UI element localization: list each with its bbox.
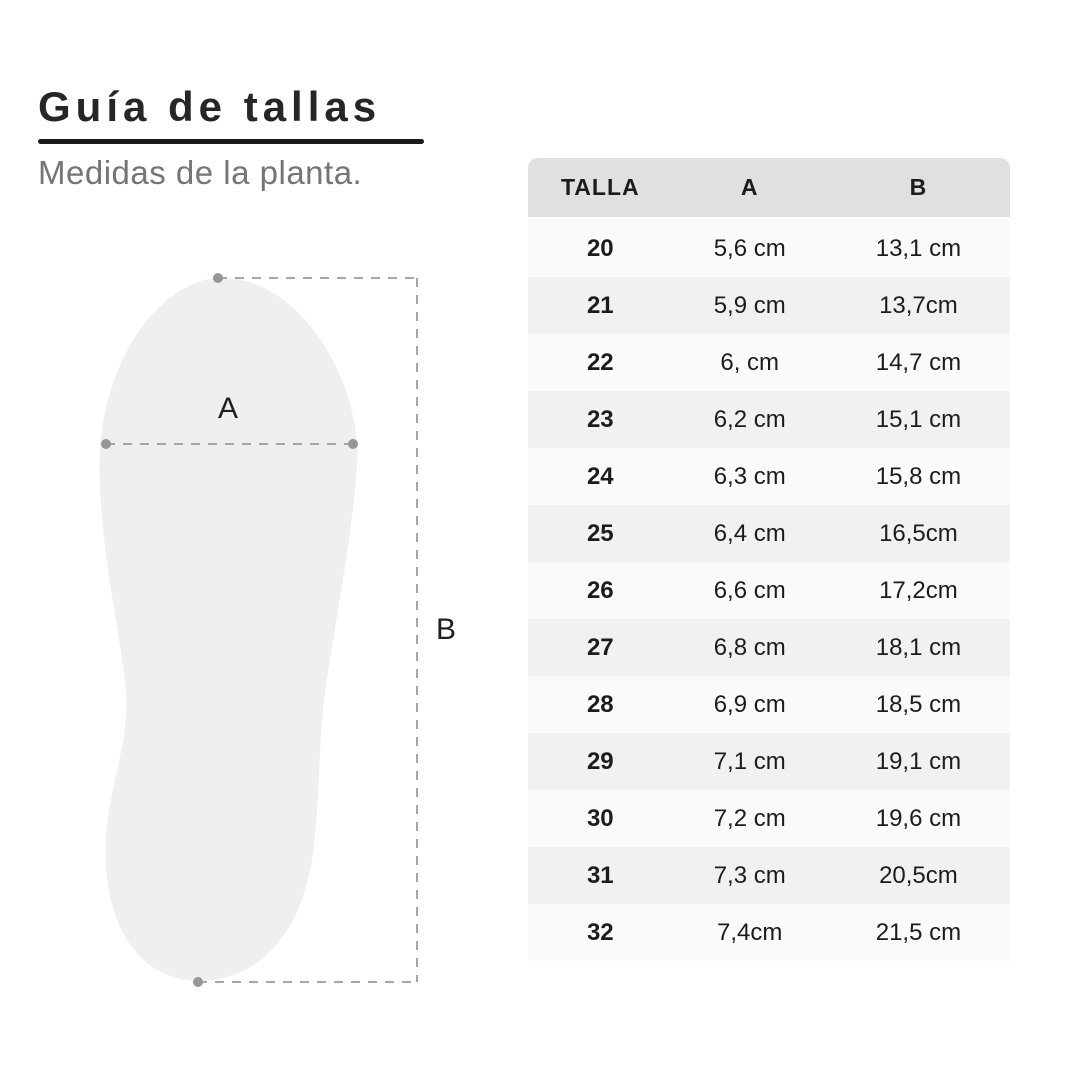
cell-measure-b: 17,2cm	[827, 562, 1010, 619]
table-row	[528, 562, 1010, 619]
cell-measure-b: 13,1 cm	[827, 220, 1010, 277]
cell-measure-a: 7,1 cm	[673, 733, 827, 790]
table-row	[528, 847, 1010, 904]
cell-measure-a: 6,3 cm	[673, 448, 827, 505]
title-underline	[38, 139, 424, 144]
cell-talla: 24	[528, 448, 673, 505]
width-dimension-label: A	[217, 392, 238, 425]
cell-measure-b: 14,7 cm	[827, 334, 1010, 391]
size-table-body	[528, 220, 1010, 961]
table-row	[528, 448, 1010, 505]
cell-measure-a: 7,3 cm	[673, 847, 827, 904]
table-row	[528, 391, 1010, 448]
cell-measure-b: 19,6 cm	[827, 790, 1010, 847]
page-title: Guía de tallas	[38, 83, 382, 130]
cell-measure-a: 7,2 cm	[673, 790, 827, 847]
column-header-talla: TALLA	[528, 158, 673, 220]
foot-sole-shape	[100, 278, 358, 981]
table-row	[528, 676, 1010, 733]
cell-measure-a: 6,2 cm	[673, 391, 827, 448]
table-row	[528, 733, 1010, 790]
cell-measure-b: 21,5 cm	[827, 904, 1010, 961]
cell-measure-b: 18,5 cm	[827, 676, 1010, 733]
page-subtitle: Medidas de la planta.	[38, 154, 363, 192]
cell-measure-b: 20,5cm	[827, 847, 1010, 904]
cell-talla: 32	[528, 904, 673, 961]
heading-block	[38, 84, 498, 192]
cell-measure-b: 15,1 cm	[827, 391, 1010, 448]
cell-talla: 28	[528, 676, 673, 733]
footprint-diagram	[50, 250, 480, 1020]
column-header-a: A	[673, 158, 827, 220]
table-row	[528, 277, 1010, 334]
table-row	[528, 619, 1010, 676]
anchor-dot-width-right	[348, 439, 358, 449]
cell-talla: 20	[528, 220, 673, 277]
size-table-container	[528, 158, 1010, 961]
anchor-dot-width-left	[101, 439, 111, 449]
cell-measure-a: 6, cm	[673, 334, 827, 391]
table-row	[528, 790, 1010, 847]
cell-talla: 23	[528, 391, 673, 448]
cell-talla: 22	[528, 334, 673, 391]
cell-measure-a: 6,4 cm	[673, 505, 827, 562]
cell-measure-b: 13,7cm	[827, 277, 1010, 334]
anchor-dot-toe	[213, 273, 223, 283]
cell-measure-b: 16,5cm	[827, 505, 1010, 562]
cell-measure-a: 6,9 cm	[673, 676, 827, 733]
cell-measure-b: 19,1 cm	[827, 733, 1010, 790]
cell-talla: 31	[528, 847, 673, 904]
anchor-dot-heel	[193, 977, 203, 987]
cell-measure-b: 15,8 cm	[827, 448, 1010, 505]
cell-talla: 25	[528, 505, 673, 562]
cell-talla: 30	[528, 790, 673, 847]
size-table	[528, 158, 1010, 961]
cell-talla: 26	[528, 562, 673, 619]
cell-measure-a: 5,9 cm	[673, 277, 827, 334]
cell-measure-a: 6,8 cm	[673, 619, 827, 676]
cell-measure-b: 18,1 cm	[827, 619, 1010, 676]
length-dimension-label: B	[435, 613, 456, 646]
cell-talla: 21	[528, 277, 673, 334]
table-row	[528, 904, 1010, 961]
cell-measure-a: 6,6 cm	[673, 562, 827, 619]
cell-talla: 27	[528, 619, 673, 676]
cell-measure-a: 7,4cm	[673, 904, 827, 961]
cell-measure-a: 5,6 cm	[673, 220, 827, 277]
table-row	[528, 505, 1010, 562]
size-table-header	[528, 158, 1010, 220]
table-row	[528, 334, 1010, 391]
table-row	[528, 220, 1010, 277]
column-header-b: B	[827, 158, 1010, 220]
cell-talla: 29	[528, 733, 673, 790]
